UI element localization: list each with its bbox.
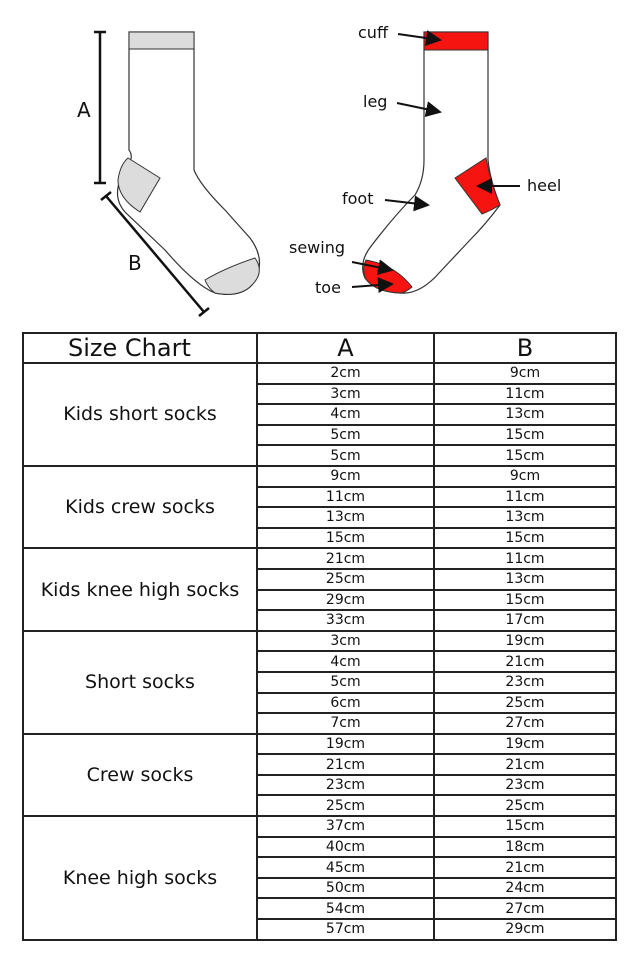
value-a: 15cm	[257, 528, 434, 549]
value-a: 2cm	[257, 363, 434, 384]
left-sock	[77, 32, 260, 316]
value-b: 19cm	[434, 631, 616, 652]
header-b: B	[434, 333, 616, 363]
value-b: 15cm	[434, 425, 616, 446]
value-b: 15cm	[434, 816, 616, 837]
value-a: 13cm	[257, 507, 434, 528]
dimension-b-label: B	[128, 251, 142, 275]
table-row	[23, 466, 616, 487]
sock-category: Crew socks	[23, 734, 257, 816]
value-a: 6cm	[257, 693, 434, 714]
sewing-label: sewing	[289, 238, 346, 257]
cuff-shape	[129, 32, 194, 49]
value-a: 3cm	[257, 631, 434, 652]
value-a: 5cm	[257, 672, 434, 693]
value-b: 18cm	[434, 837, 616, 858]
value-b: 11cm	[434, 548, 616, 569]
heel-label: heel	[527, 176, 562, 195]
value-a: 23cm	[257, 775, 434, 796]
value-b: 13cm	[434, 507, 616, 528]
value-b: 19cm	[434, 734, 616, 755]
toe-label: toe	[315, 278, 341, 297]
cuff-shape	[424, 32, 488, 50]
sock-diagram	[0, 0, 638, 325]
value-a: 54cm	[257, 898, 434, 919]
value-b: 9cm	[434, 466, 616, 487]
value-a: 7cm	[257, 713, 434, 734]
value-a: 5cm	[257, 425, 434, 446]
value-a: 9cm	[257, 466, 434, 487]
value-a: 37cm	[257, 816, 434, 837]
header-size-chart: Size Chart	[23, 333, 257, 363]
table-row	[23, 816, 616, 837]
value-a: 33cm	[257, 610, 434, 631]
value-a: 25cm	[257, 795, 434, 816]
value-b: 27cm	[434, 898, 616, 919]
foot-label: foot	[342, 189, 374, 208]
value-a: 11cm	[257, 487, 434, 508]
value-b: 15cm	[434, 590, 616, 611]
value-b: 25cm	[434, 693, 616, 714]
value-b: 25cm	[434, 795, 616, 816]
header-row	[23, 333, 616, 363]
value-b: 15cm	[434, 445, 616, 466]
value-a: 57cm	[257, 919, 434, 940]
dimension-a-label: A	[77, 98, 91, 122]
value-a: 3cm	[257, 384, 434, 405]
table-row	[23, 548, 616, 569]
value-b: 23cm	[434, 775, 616, 796]
value-b: 11cm	[434, 384, 616, 405]
value-a: 50cm	[257, 878, 434, 899]
value-a: 45cm	[257, 857, 434, 878]
value-a: 21cm	[257, 548, 434, 569]
value-b: 9cm	[434, 363, 616, 384]
value-b: 13cm	[434, 404, 616, 425]
value-b: 23cm	[434, 672, 616, 693]
sock-category: Knee high socks	[23, 816, 257, 940]
value-a: 29cm	[257, 590, 434, 611]
value-b: 24cm	[434, 878, 616, 899]
cuff-label: cuff	[358, 23, 388, 42]
value-b: 21cm	[434, 754, 616, 775]
value-b: 27cm	[434, 713, 616, 734]
leg-label: leg	[363, 92, 388, 111]
right-sock	[289, 23, 561, 297]
header-a: A	[257, 333, 434, 363]
value-b: 17cm	[434, 610, 616, 631]
value-a: 19cm	[257, 734, 434, 755]
value-b: 13cm	[434, 569, 616, 590]
value-b: 21cm	[434, 857, 616, 878]
value-a: 40cm	[257, 837, 434, 858]
value-b: 15cm	[434, 528, 616, 549]
value-a: 25cm	[257, 569, 434, 590]
value-b: 29cm	[434, 919, 616, 940]
size-chart-table	[22, 332, 617, 941]
sock-category: Kids knee high socks	[23, 548, 257, 630]
sock-category: Short socks	[23, 631, 257, 734]
sock-category: Kids crew socks	[23, 466, 257, 548]
value-b: 11cm	[434, 487, 616, 508]
value-a: 5cm	[257, 445, 434, 466]
table-row	[23, 631, 616, 652]
sock-category: Kids short socks	[23, 363, 257, 466]
value-a: 21cm	[257, 754, 434, 775]
value-b: 21cm	[434, 651, 616, 672]
value-a: 4cm	[257, 404, 434, 425]
table-row	[23, 363, 616, 384]
value-a: 4cm	[257, 651, 434, 672]
table-row	[23, 734, 616, 755]
